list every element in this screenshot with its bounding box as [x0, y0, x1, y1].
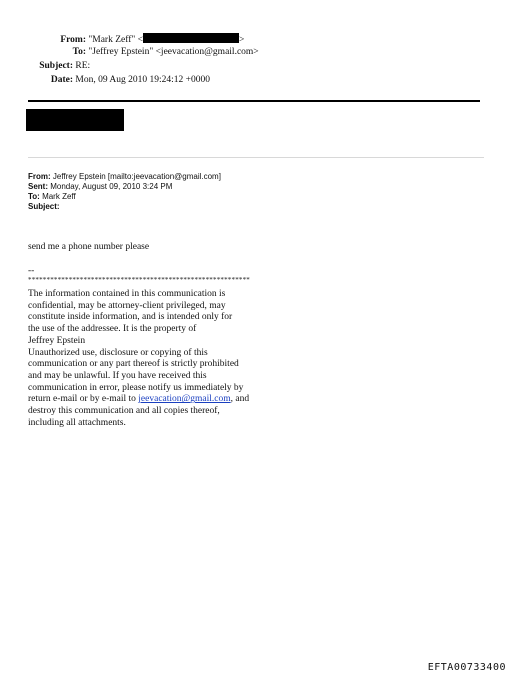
quoted-from-row: [28, 172, 221, 182]
header-subject-row: [0, 60, 90, 72]
disclaimer-line: the use of the addressee. It is the property of: [28, 324, 197, 335]
disclaimer-line: The information contained in this communication is: [28, 289, 226, 299]
quoted-sent-label: Sent:: [28, 182, 48, 191]
header-date-value: Mon, 09 Aug 2010 19:24:12 +0000: [75, 75, 211, 85]
disclaimer-line: including all attachments.: [28, 417, 126, 428]
header-to-value: "Jeffrey Epstein" <jeevacation@gmail.com>: [88, 47, 259, 57]
disclaimer-line: destroy this communication and all copies thereof,: [28, 406, 220, 417]
header-divider: [28, 100, 480, 102]
header-from-tail: >: [239, 35, 245, 45]
disclaimer-line: and may be unlawful. If you have received this: [28, 370, 207, 381]
email-link[interactable]: jeevacation@gmail.com: [138, 394, 231, 405]
document-id: EFTA00733400: [427, 662, 506, 673]
disclaimer-line: communication or any part thereof is strictly prohibited: [28, 359, 239, 370]
quoted-to-row: [28, 192, 76, 202]
header-to-row: [0, 46, 259, 58]
header-date-label: Date:: [50, 75, 73, 85]
disclaimer-line: confidential, may be attorney-client privileged, may: [28, 300, 226, 311]
disclaimer-line: constitute inside information, and is intended only for: [28, 312, 233, 323]
header-subject-value: RE:: [75, 61, 91, 71]
header-subject-label: Subject:: [39, 61, 73, 71]
disclaimer-line: Unauthorized use, disclosure or copying of this: [28, 347, 208, 358]
quoted-subject-label: Subject:: [28, 202, 60, 211]
signature-separator: --: [28, 266, 35, 276]
quote-divider: [28, 157, 484, 158]
header-date-row: [0, 74, 210, 86]
quoted-from-label: From:: [28, 172, 51, 181]
header-from-label: From:: [60, 35, 86, 45]
quoted-from-value: Jeffrey Epstein [mailto:jeevacation@gmail.com]: [50, 172, 221, 181]
disclaimer-line: [28, 394, 278, 406]
header-from-value: "Mark Zeff" <: [88, 35, 143, 45]
quoted-sent-row: [28, 182, 172, 192]
disclaimer-line: communication in error, please notify us immediately by: [28, 382, 244, 393]
quoted-sent-value: Monday, August 09, 2010 3:24 PM: [48, 182, 173, 191]
disclaimer: [28, 289, 278, 429]
redaction-block: [26, 109, 124, 131]
header-to-label: To:: [72, 47, 86, 57]
message-body: send me a phone number please: [28, 242, 150, 252]
star-divider: ************************************************************: [28, 276, 250, 284]
disclaimer-text: return e-mail or by e-mail to: [28, 394, 139, 405]
redaction-box: [143, 33, 239, 43]
disclaimer-line: Jeffrey Epstein: [28, 335, 86, 346]
quoted-to-value: Mark Zeff: [39, 192, 76, 201]
quoted-subject-row: [28, 202, 60, 212]
disclaimer-text: , and: [230, 394, 250, 405]
quoted-to-label: To:: [28, 192, 40, 201]
header-from-row: [0, 33, 244, 46]
